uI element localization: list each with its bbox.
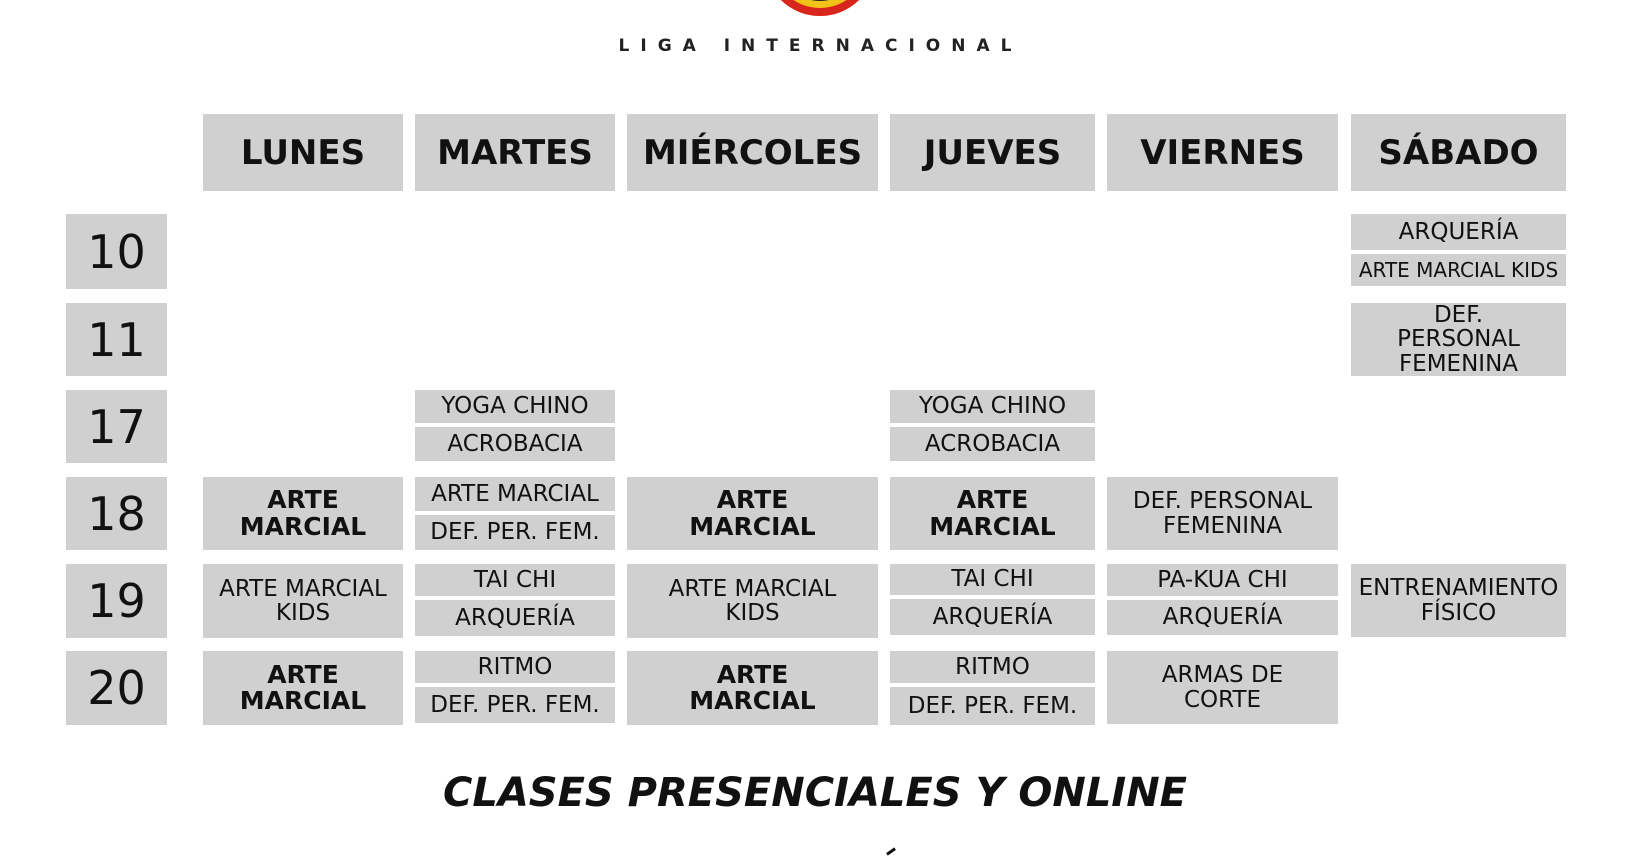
day-header-saturday: SÁBADO bbox=[1351, 114, 1566, 191]
class-cell-wed-20: ARTE MARCIAL bbox=[627, 651, 878, 725]
class-cell-mon-18: ARTE MARCIAL bbox=[203, 477, 403, 550]
class-cell-thu-20-defense: DEF. PER. FEM. bbox=[890, 687, 1095, 725]
hour-label-19: 19 bbox=[66, 564, 167, 638]
class-cell-tue-17-yoga: YOGA CHINO bbox=[415, 390, 615, 423]
class-cell-sat-10-kids: ARTE MARCIAL KIDS bbox=[1351, 254, 1566, 286]
class-cell-wed-18: ARTE MARCIAL bbox=[627, 477, 878, 550]
class-cell-tue-18-martial: ARTE MARCIAL bbox=[415, 477, 615, 511]
class-cell-tue-17-acrobatics: ACROBACIA bbox=[415, 427, 615, 461]
class-cell-thu-17-acrobatics: ACROBACIA bbox=[890, 427, 1095, 461]
league-subtitle: LIGA INTERNACIONAL bbox=[618, 36, 1023, 56]
class-cell-fri-18: DEF. PERSONAL FEMENINA bbox=[1107, 477, 1338, 550]
hour-label-10: 10 bbox=[66, 214, 167, 289]
day-header-friday: VIERNES bbox=[1107, 114, 1338, 191]
class-cell-tue-19-taichi: TAI CHI bbox=[415, 564, 615, 596]
league-logo-icon bbox=[730, 0, 910, 20]
class-cell-thu-20-rhythm: RITMO bbox=[890, 651, 1095, 683]
class-cell-mon-19: ARTE MARCIAL KIDS bbox=[203, 564, 403, 638]
class-cell-tue-20-rhythm: RITMO bbox=[415, 651, 615, 683]
hour-label-20: 20 bbox=[66, 651, 167, 725]
class-cell-wed-19: ARTE MARCIAL KIDS bbox=[627, 564, 878, 638]
class-cell-sat-19: ENTRENAMIENTO FÍSICO bbox=[1351, 564, 1566, 637]
footer-title: CLASES PRESENCIALES Y ONLINE bbox=[442, 770, 1187, 816]
class-cell-tue-18-defense: DEF. PER. FEM. bbox=[415, 515, 615, 550]
class-cell-sat-10-archery: ARQUERÍA bbox=[1351, 214, 1566, 250]
class-cell-tue-20-defense: DEF. PER. FEM. bbox=[415, 687, 615, 723]
class-cell-tue-19-archery: ARQUERÍA bbox=[415, 600, 615, 636]
class-cell-thu-19-taichi: TAI CHI bbox=[890, 564, 1095, 595]
class-cell-thu-17-yoga: YOGA CHINO bbox=[890, 390, 1095, 423]
hour-label-11: 11 bbox=[66, 303, 167, 376]
day-header-tuesday: MARTES bbox=[415, 114, 615, 191]
day-header-monday: LUNES bbox=[203, 114, 403, 191]
class-cell-thu-19-archery: ARQUERÍA bbox=[890, 599, 1095, 635]
accent-mark bbox=[886, 847, 896, 855]
class-cell-fri-19-archery: ARQUERÍA bbox=[1107, 600, 1338, 635]
class-cell-sat-11: DEF. PERSONAL FEMENINA bbox=[1351, 303, 1566, 376]
class-cell-thu-18: ARTE MARCIAL bbox=[890, 477, 1095, 550]
hour-label-17: 17 bbox=[66, 390, 167, 463]
hour-label-18: 18 bbox=[66, 477, 167, 550]
class-cell-fri-20: ARMAS DE CORTE bbox=[1107, 651, 1338, 724]
class-cell-mon-20: ARTE MARCIAL bbox=[203, 651, 403, 725]
class-cell-fri-19-pakua: PA-KUA CHI bbox=[1107, 564, 1338, 596]
day-header-wednesday: MIÉRCOLES bbox=[627, 114, 878, 191]
day-header-thursday: JUEVES bbox=[890, 114, 1095, 191]
